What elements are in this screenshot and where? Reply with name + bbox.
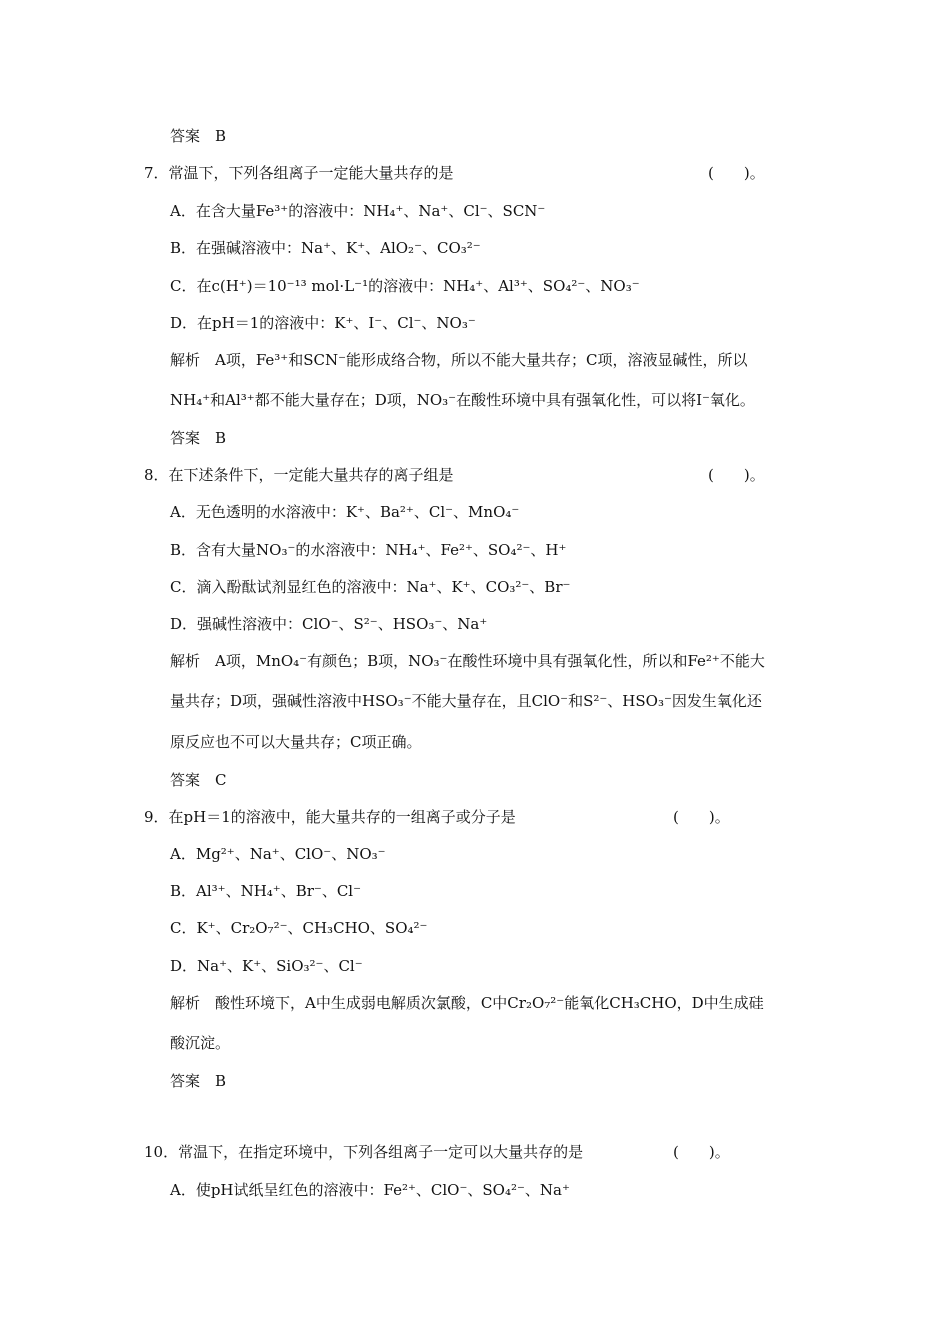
explanation-line: 解析 A项，Fe³⁺和SCN⁻能形成络合物，所以不能大量共存；C项，溶液显碱性，所以: [170, 351, 748, 369]
option-d: D．在pH＝1的溶液中：K⁺、I⁻、Cl⁻、NO₃⁻: [170, 314, 476, 332]
answer-bracket: ( )。: [708, 466, 765, 484]
explanation-line: 解析 A项，MnO₄⁻有颜色；B项，NO₃⁻在酸性环境中具有强氧化性，所以和Fe²⁺不能大: [170, 652, 765, 670]
option-a: A．使pH试纸呈红色的溶液中：Fe²⁺、ClO⁻、SO₄²⁻、Na⁺: [170, 1181, 570, 1199]
question-8-stem: 8．在下述条件下，一定能大量共存的离子组是: [144, 466, 454, 484]
explanation-line: NH₄⁺和Al³⁺都不能大量存在；D项，NO₃⁻在酸性环境中具有强氧化性，可以将I⁻氧化。: [170, 391, 755, 409]
explanation-line: 原反应也不可以大量共存；C项正确。: [170, 733, 422, 751]
option-d: D．Na⁺、K⁺、SiO₃²⁻、Cl⁻: [170, 957, 363, 975]
option-b: B．含有大量NO₃⁻的水溶液中：NH₄⁺、Fe²⁺、SO₄²⁻、H⁺: [170, 541, 567, 559]
explanation-line: 解析 酸性环境下，A中生成弱电解质次氯酸，C中Cr₂O₇²⁻能氧化CH₃CHO，D中生成硅: [170, 994, 764, 1012]
answer-bracket: ( )。: [673, 808, 730, 826]
explanation-line: 量共存；D项，强碱性溶液中HSO₃⁻不能大量存在，且ClO⁻和S²⁻、HSO₃⁻因发生氧化还: [170, 692, 762, 710]
answer-line: 答案 B: [170, 1072, 227, 1090]
answer-line: 答案 C: [170, 771, 227, 789]
option-a: A．Mg²⁺、Na⁺、ClO⁻、NO₃⁻: [170, 845, 386, 863]
option-d: D．强碱性溶液中：ClO⁻、S²⁻、HSO₃⁻、Na⁺: [170, 615, 488, 633]
option-c: C．K⁺、Cr₂O₇²⁻、CH₃CHO、SO₄²⁻: [170, 919, 428, 937]
answer-line: 答案 B: [170, 429, 227, 447]
option-a: A．无色透明的水溶液中：K⁺、Ba²⁺、Cl⁻、MnO₄⁻: [170, 503, 520, 521]
option-c: C．滴入酚酞试剂显红色的溶液中：Na⁺、K⁺、CO₃²⁻、Br⁻: [170, 578, 571, 596]
answer-line: 答案 B: [170, 127, 227, 145]
answer-bracket: ( )。: [673, 1143, 730, 1161]
explanation-line: 酸沉淀。: [170, 1034, 231, 1052]
question-7-stem: 7．常温下，下列各组离子一定能大量共存的是: [144, 164, 454, 182]
question-10-stem: 10．常温下，在指定环境中，下列各组离子一定可以大量共存的是: [144, 1143, 584, 1161]
option-a: A．在含大量Fe³⁺的溶液中：NH₄⁺、Na⁺、Cl⁻、SCN⁻: [170, 202, 546, 220]
option-c: C．在c(H⁺)＝10⁻¹³ mol·L⁻¹的溶液中：NH₄⁺、Al³⁺、SO₄²⁻、NO₃⁻: [170, 277, 640, 295]
option-b: B．在强碱溶液中：Na⁺、K⁺、AlO₂⁻、CO₃²⁻: [170, 239, 481, 257]
question-9-stem: 9．在pH＝1的溶液中，能大量共存的一组离子或分子是: [144, 808, 516, 826]
answer-bracket: ( )。: [708, 164, 765, 182]
option-b: B．Al³⁺、NH₄⁺、Br⁻、Cl⁻: [170, 882, 362, 900]
